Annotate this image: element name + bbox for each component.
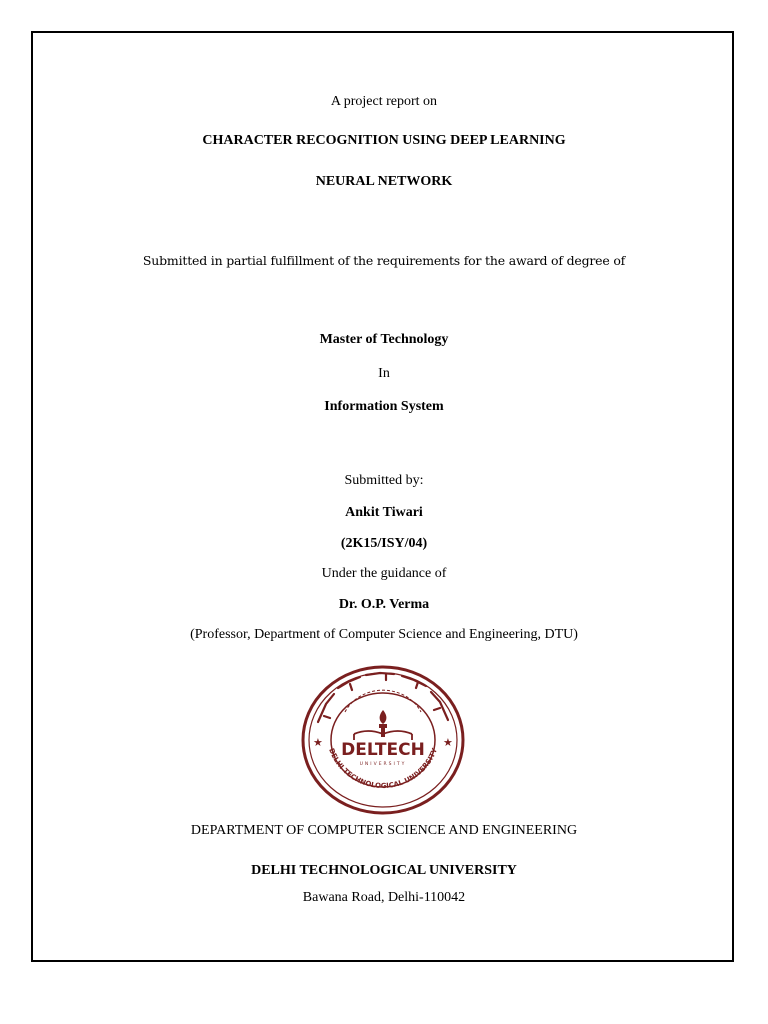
department-name: DEPARTMENT OF COMPUTER SCIENCE AND ENGINEERING — [190, 823, 578, 838]
logo-ring-text: DELHI TECHNOLOGICAL UNIVERSITY — [327, 747, 439, 791]
degree-in: In — [378, 366, 390, 381]
university-address: Bawana Road, Delhi-110042 — [302, 890, 466, 905]
logo-subtitle: UNIVERSITY — [359, 762, 407, 767]
logo-wordmark: DELTECH — [341, 740, 425, 760]
submitted-by-label: Submitted by: — [344, 473, 424, 488]
svg-text:★: ★ — [443, 736, 453, 749]
guide-designation: (Professor, Department of Computer Science and Engineering, DTU) — [190, 627, 578, 642]
submission-statement: Submitted in partial fulfillment of the requirements for the award of degree of — [142, 253, 626, 268]
degree-name: Master of Technology — [319, 332, 449, 347]
roll-number: (2K15/ISY/04) — [340, 536, 428, 551]
specialization: Information System — [324, 399, 444, 414]
university-seal-logo — [300, 664, 466, 816]
report-title-line2: NEURAL NETWORK — [315, 174, 453, 189]
report-intro: A project report on — [330, 94, 438, 109]
university-name: DELHI TECHNOLOGICAL UNIVERSITY — [251, 863, 517, 878]
guidance-label: Under the guidance of — [321, 566, 447, 581]
report-title-line1: CHARACTER RECOGNITION USING DEEP LEARNING — [202, 133, 566, 148]
author-name: Ankit Tiwari — [345, 505, 423, 520]
guide-name: Dr. O.P. Verma — [338, 597, 430, 612]
svg-text:★: ★ — [313, 736, 323, 749]
